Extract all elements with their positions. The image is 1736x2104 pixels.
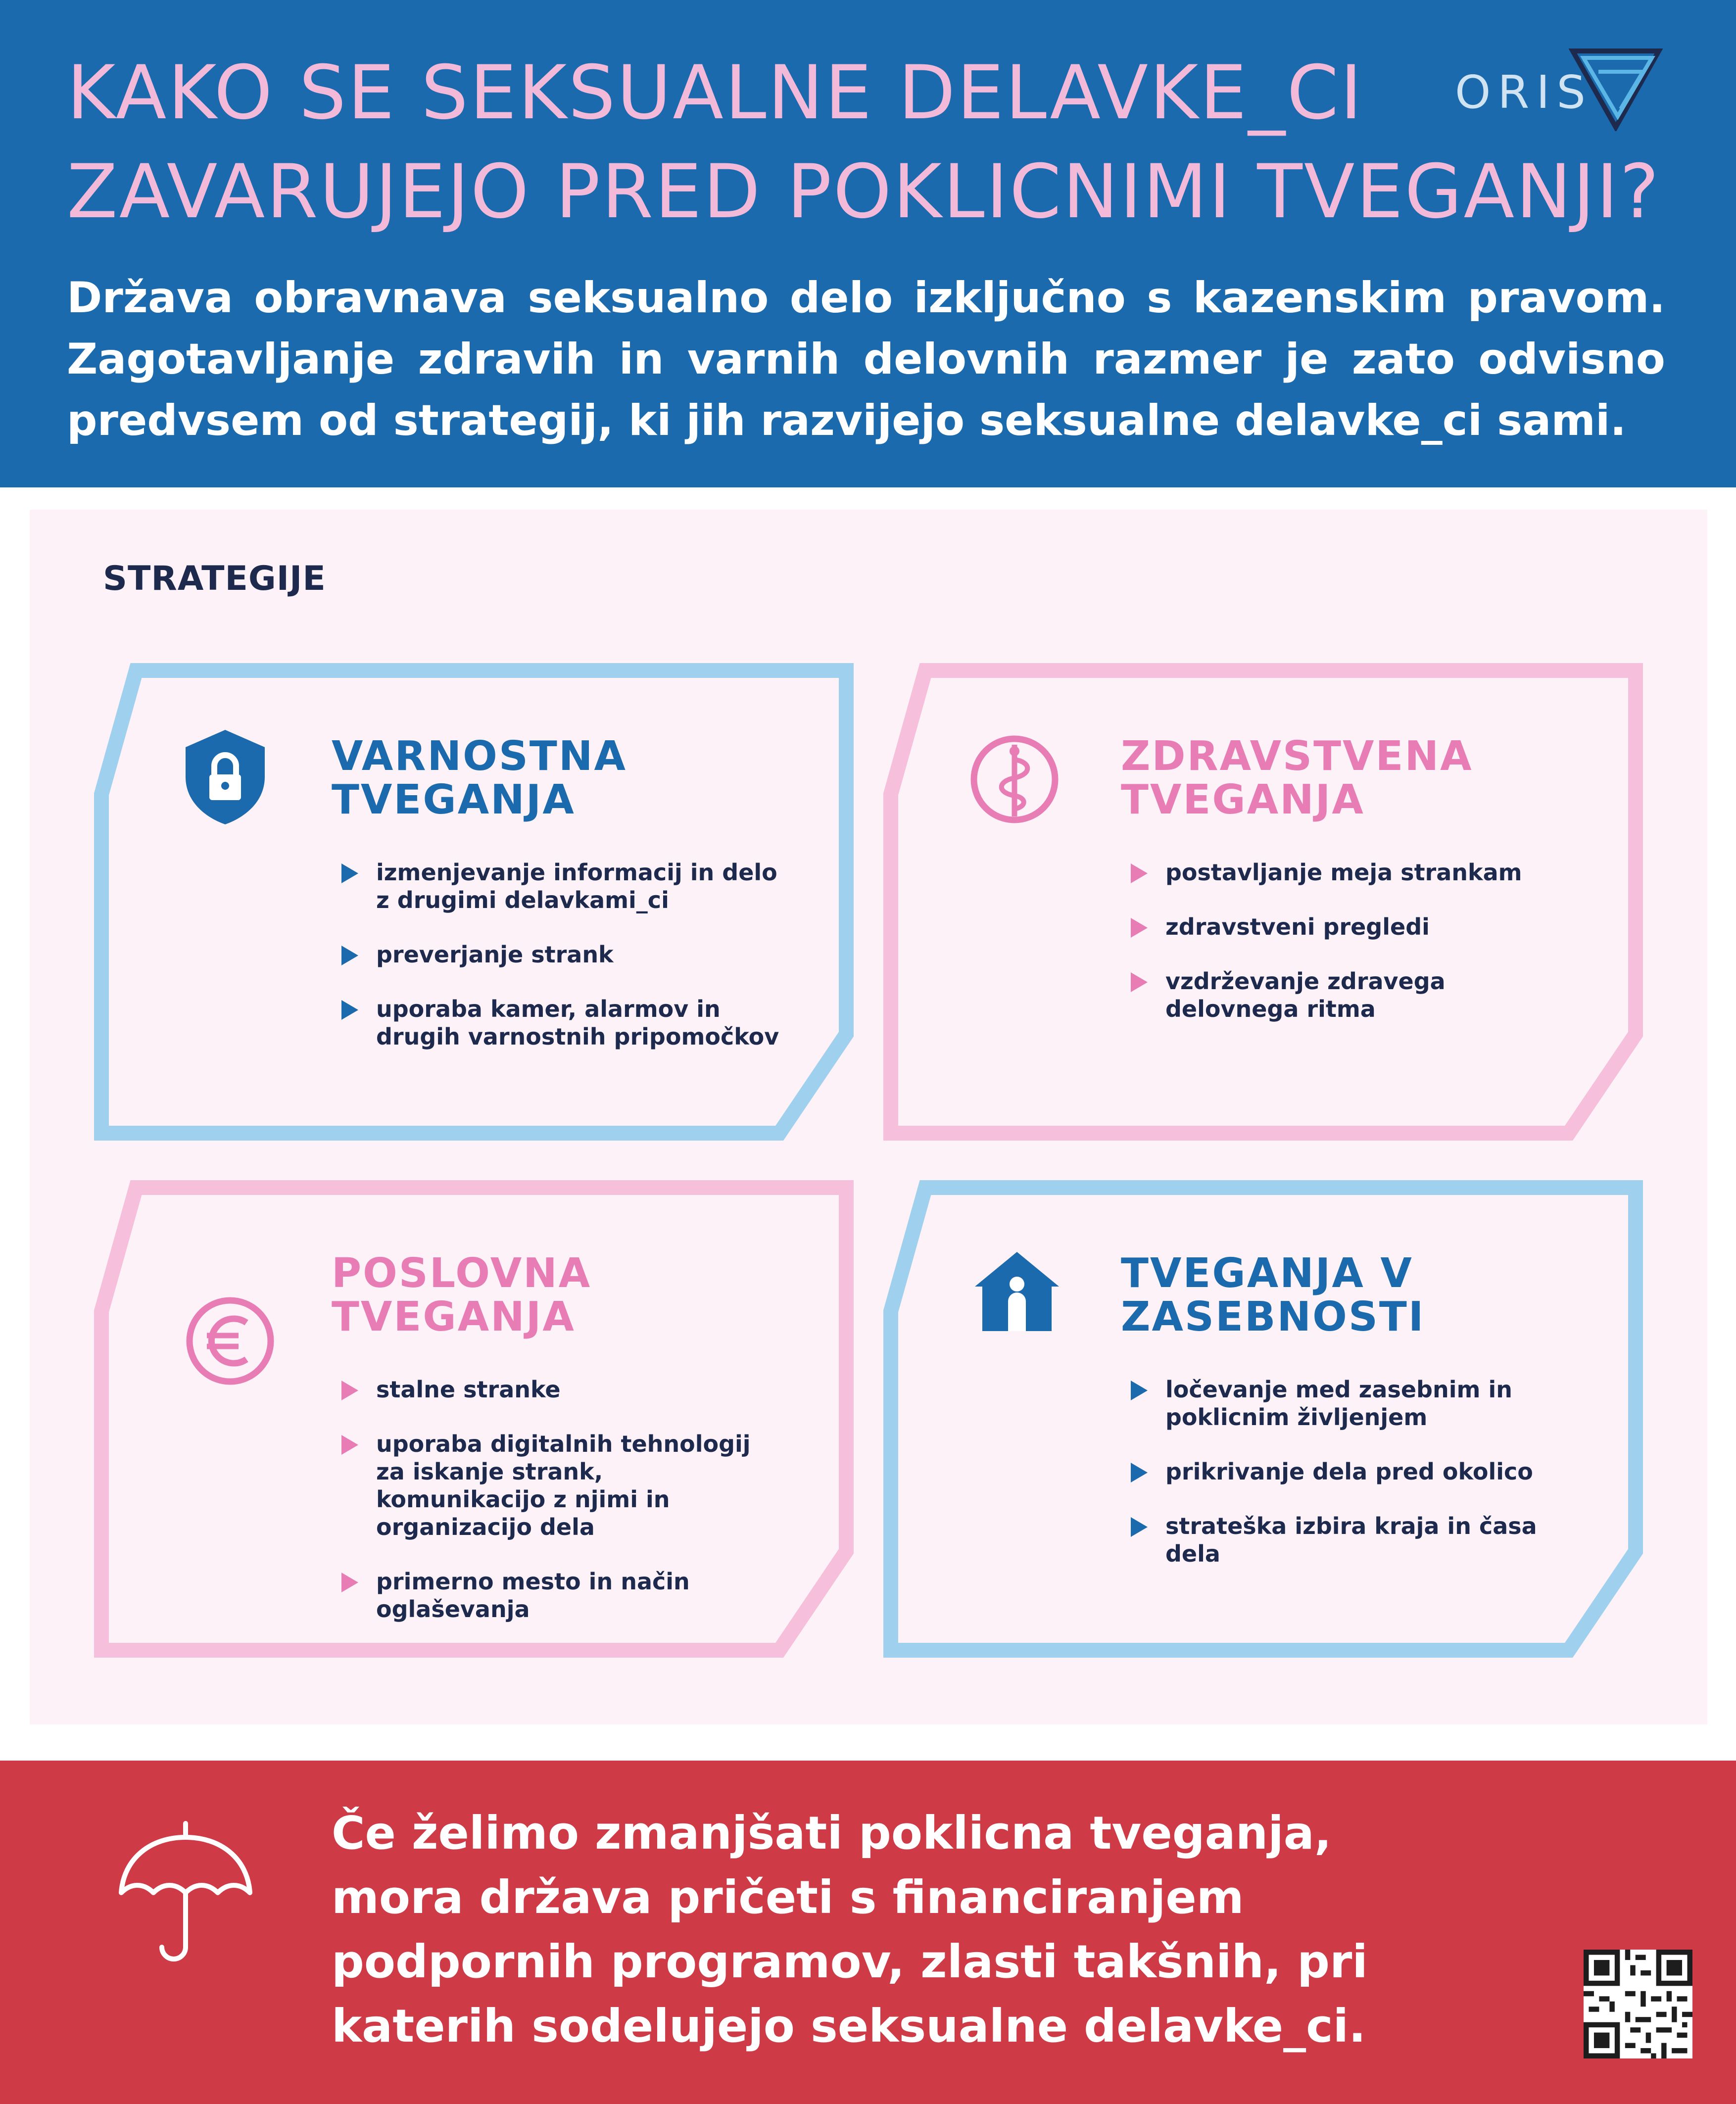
card-health-title-1: ZDRAVSTVENA (1121, 733, 1473, 780)
list-item: strateška izbira kraja in časa dela (1131, 1512, 1576, 1568)
strategies-label: STRATEGIJE (103, 559, 326, 598)
card-health-title-2: TVEGANJA (1121, 776, 1365, 823)
title-line-2: ZAVARUJEJO PRED POKLICNIMI TVEGANJI? (67, 149, 1661, 235)
card-security-title-2: TVEGANJA (332, 776, 576, 823)
euro-icon (183, 1294, 277, 1388)
arrow-bullet-icon (341, 1573, 358, 1592)
list-item: prikrivanje dela pred okolico (1131, 1458, 1576, 1485)
list-item: uporaba digitalnih tehnologij za iskanje strank, komunikacijo z njimi in organizacijo dela (341, 1430, 762, 1541)
card-security-list (341, 859, 787, 1077)
arrow-bullet-icon (1131, 1517, 1148, 1537)
arrow-bullet-icon (341, 1000, 358, 1020)
arrow-bullet-icon (341, 946, 358, 965)
arrow-bullet-icon (1131, 1381, 1148, 1400)
list-item: primerno mesto in način oglaševanja (341, 1568, 762, 1623)
card-health-title (1121, 735, 1473, 822)
qr-code[interactable] (1584, 1950, 1692, 2058)
card-business-title-1: POSLOVNA (332, 1250, 592, 1297)
list-item: preverjanje strank (341, 941, 787, 968)
card-privacy-title (1121, 1252, 1425, 1339)
logo-text: ORIS (1455, 66, 1592, 119)
arrow-bullet-icon (341, 1381, 358, 1400)
arrow-bullet-icon (341, 1435, 358, 1455)
footer-text: Če želimo zmanjšati poklicna tveganja, mora država pričeti s financiranjem podpornih programov, zlasti takšnih, pri katerih sodelujejo seksualne delavke_ci. (332, 1807, 1368, 2053)
card-privacy-title-2: ZASEBNOSTI (1121, 1293, 1425, 1340)
list-item: uporaba kamer, alarmov in drugih varnostnih pripomočkov (341, 995, 787, 1051)
arrow-bullet-icon (1131, 918, 1148, 938)
list-item: vzdrževanje zdravega delovnega ritma (1131, 967, 1576, 1023)
arrow-bullet-icon (341, 863, 358, 883)
house-person-icon (972, 1249, 1061, 1334)
card-health-list (1131, 859, 1576, 1050)
list-item: postavljanje meja strankam (1131, 859, 1576, 886)
intro-text: Država obravnava seksualno delo izključno s kazenskim pravom. Zagotavljanje zdravih in varnih delovnih razmer je zato odvisno predvsem od strategij, ki jih razvijejo seksualne delavke_ci sami. (67, 273, 1665, 445)
caduceus-icon (967, 732, 1061, 826)
arrow-bullet-icon (1131, 863, 1148, 883)
list-item: zdravstveni pregledi (1131, 913, 1576, 941)
card-business-list (341, 1376, 762, 1650)
card-security-title-1: VARNOSTNA (332, 733, 627, 780)
title-line-1: KAKO SE SEKSUALNE DELAVKE_CI (67, 50, 1364, 136)
card-privacy-list (1131, 1376, 1576, 1594)
card-privacy-title-1: TVEGANJA V (1121, 1250, 1413, 1297)
card-business-title (332, 1252, 591, 1339)
arrow-bullet-icon (1131, 972, 1148, 992)
card-business-title-2: TVEGANJA (332, 1293, 576, 1340)
list-item: ločevanje med zasebnim in poklicnim življenjem (1131, 1376, 1576, 1431)
list-item: stalne stranke (341, 1376, 762, 1403)
list-item: izmenjevanje informacij in delo z drugimi delavkami_ci (341, 859, 787, 914)
shield-lock-icon (181, 727, 270, 826)
card-security-title (332, 735, 627, 822)
umbrella-icon (116, 1818, 255, 1967)
arrow-bullet-icon (1131, 1463, 1148, 1482)
